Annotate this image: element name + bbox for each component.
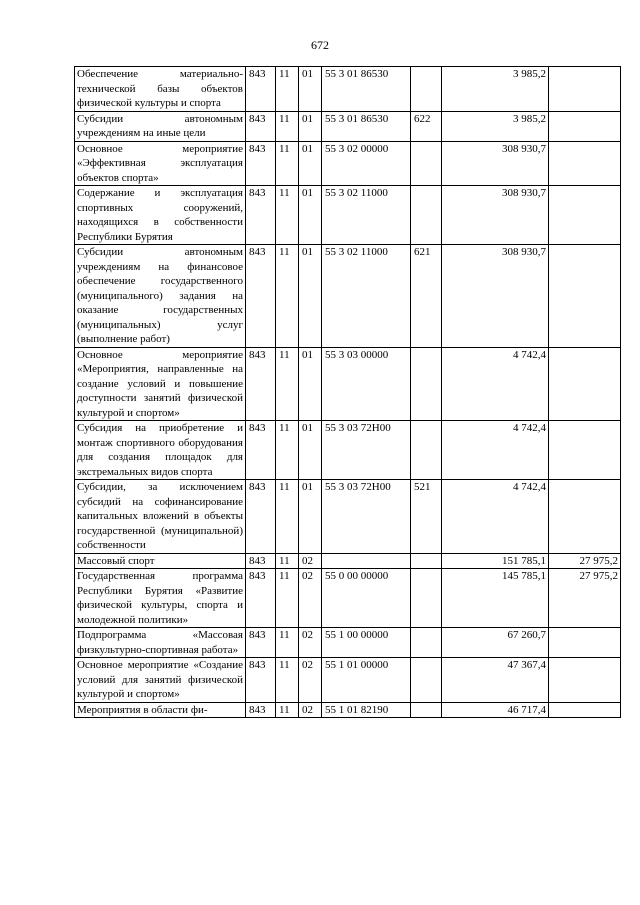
table-row xyxy=(75,141,621,186)
row-rz: 11 xyxy=(276,628,299,658)
row-ved: 843 xyxy=(246,421,276,480)
row-ved: 843 xyxy=(246,347,276,421)
row-vr xyxy=(411,141,442,186)
row-pr: 02 xyxy=(299,658,322,703)
row-ved: 843 xyxy=(246,553,276,569)
row-name: Государственная программа Республики Бурятия «Развитие физической культуры, спорта и молодежной политики» xyxy=(75,569,246,628)
row-rz: 11 xyxy=(276,67,299,112)
row-name: Субсидии, за исключением субсидий на софинансирование капитальных вложений в объекты государственной (муниципальной) собственности xyxy=(75,480,246,554)
row-rz: 11 xyxy=(276,186,299,245)
row-pr: 01 xyxy=(299,480,322,554)
row-pr: 01 xyxy=(299,186,322,245)
row-pr: 02 xyxy=(299,628,322,658)
row-csr: 55 3 01 86530 xyxy=(322,111,411,141)
row-sum1: 308 930,7 xyxy=(442,245,549,348)
row-name: Массовый спорт xyxy=(75,553,246,569)
row-sum1: 151 785,1 xyxy=(442,553,549,569)
row-csr: 55 3 02 00000 xyxy=(322,141,411,186)
row-ved: 843 xyxy=(246,186,276,245)
row-ved: 843 xyxy=(246,628,276,658)
row-sum2 xyxy=(549,658,621,703)
row-ved: 843 xyxy=(246,658,276,703)
row-sum2 xyxy=(549,702,621,718)
row-csr: 55 1 01 00000 xyxy=(322,658,411,703)
page-number: 672 xyxy=(311,38,329,52)
row-sum2 xyxy=(549,347,621,421)
row-vr xyxy=(411,347,442,421)
row-vr xyxy=(411,702,442,718)
row-csr: 55 3 02 11000 xyxy=(322,245,411,348)
row-csr: 55 3 03 72Н00 xyxy=(322,421,411,480)
row-rz: 11 xyxy=(276,553,299,569)
row-ved: 843 xyxy=(246,702,276,718)
row-sum1: 4 742,4 xyxy=(442,347,549,421)
table-row xyxy=(75,347,621,421)
row-ved: 843 xyxy=(246,245,276,348)
row-vr: 621 xyxy=(411,245,442,348)
row-name: Основное мероприятие «Эффективная эксплуатация объектов спорта» xyxy=(75,141,246,186)
row-csr xyxy=(322,553,411,569)
table-row xyxy=(75,421,621,480)
row-sum2 xyxy=(549,67,621,112)
row-vr xyxy=(411,553,442,569)
row-rz: 11 xyxy=(276,658,299,703)
row-vr xyxy=(411,186,442,245)
table-row xyxy=(75,67,621,112)
table-row xyxy=(75,111,621,141)
row-vr xyxy=(411,569,442,628)
row-name: Содержание и эксплуатация спортивных сооружений, находящихся в собственности Республики Бурятия xyxy=(75,186,246,245)
row-name: Мероприятия в области фи- xyxy=(75,702,246,718)
row-rz: 11 xyxy=(276,702,299,718)
row-name: Основное мероприятие «Мероприятия, направленные на создание условий и повышение доступности занятий физической культурой и спортом» xyxy=(75,347,246,421)
table-row xyxy=(75,480,621,554)
row-csr: 55 3 02 11000 xyxy=(322,186,411,245)
row-sum1: 308 930,7 xyxy=(442,186,549,245)
row-pr: 01 xyxy=(299,141,322,186)
table-row xyxy=(75,569,621,628)
row-name: Субсидии автономным учреждениям на иные цели xyxy=(75,111,246,141)
row-sum2 xyxy=(549,111,621,141)
row-sum1: 47 367,4 xyxy=(442,658,549,703)
table-row xyxy=(75,186,621,245)
row-sum2 xyxy=(549,628,621,658)
row-sum1: 67 260,7 xyxy=(442,628,549,658)
row-pr: 02 xyxy=(299,702,322,718)
row-ved: 843 xyxy=(246,480,276,554)
row-vr xyxy=(411,658,442,703)
table-row xyxy=(75,658,621,703)
row-csr: 55 3 03 00000 xyxy=(322,347,411,421)
row-pr: 02 xyxy=(299,569,322,628)
row-ved: 843 xyxy=(246,569,276,628)
row-ved: 843 xyxy=(246,141,276,186)
row-pr: 01 xyxy=(299,347,322,421)
row-sum2 xyxy=(549,245,621,348)
row-name: Подпрограмма «Массовая физкультурно-спортивная работа» xyxy=(75,628,246,658)
row-pr: 01 xyxy=(299,111,322,141)
row-pr: 01 xyxy=(299,421,322,480)
row-rz: 11 xyxy=(276,141,299,186)
row-sum1: 3 985,2 xyxy=(442,67,549,112)
row-rz: 11 xyxy=(276,421,299,480)
row-sum2 xyxy=(549,480,621,554)
row-csr: 55 1 01 82190 xyxy=(322,702,411,718)
row-rz: 11 xyxy=(276,569,299,628)
row-rz: 11 xyxy=(276,111,299,141)
table-row xyxy=(75,553,621,569)
row-sum2 xyxy=(549,186,621,245)
table-row xyxy=(75,702,621,718)
row-vr: 622 xyxy=(411,111,442,141)
row-rz: 11 xyxy=(276,347,299,421)
row-name: Субсидия на приобретение и монтаж спортивного оборудования для создания площадок для экстремальных видов спорта xyxy=(75,421,246,480)
row-pr: 02 xyxy=(299,553,322,569)
row-sum1: 3 985,2 xyxy=(442,111,549,141)
row-csr: 55 3 03 72Н00 xyxy=(322,480,411,554)
row-csr: 55 3 01 86530 xyxy=(322,67,411,112)
row-rz: 11 xyxy=(276,245,299,348)
row-sum1: 46 717,4 xyxy=(442,702,549,718)
row-pr: 01 xyxy=(299,245,322,348)
row-name: Субсидии автономным учреждениям на финансовое обеспечение государственного (муниципального) задания на оказание государственных (муниципальных) услуг (выполнение работ) xyxy=(75,245,246,348)
row-name: Основное мероприятие «Создание условий для занятий физической культурой и спортом» xyxy=(75,658,246,703)
table-row xyxy=(75,628,621,658)
row-csr: 55 0 00 00000 xyxy=(322,569,411,628)
table-row xyxy=(75,245,621,348)
row-vr xyxy=(411,67,442,112)
row-sum1: 308 930,7 xyxy=(442,141,549,186)
row-sum2: 27 975,2 xyxy=(549,553,621,569)
row-vr: 521 xyxy=(411,480,442,554)
row-sum2: 27 975,2 xyxy=(549,569,621,628)
row-vr xyxy=(411,628,442,658)
budget-table xyxy=(74,66,621,718)
row-sum1: 4 742,4 xyxy=(442,421,549,480)
budget-table-body xyxy=(75,67,621,718)
row-sum1: 145 785,1 xyxy=(442,569,549,628)
row-csr: 55 1 00 00000 xyxy=(322,628,411,658)
row-vr xyxy=(411,421,442,480)
row-rz: 11 xyxy=(276,480,299,554)
row-sum2 xyxy=(549,141,621,186)
row-sum1: 4 742,4 xyxy=(442,480,549,554)
row-ved: 843 xyxy=(246,67,276,112)
row-ved: 843 xyxy=(246,111,276,141)
row-pr: 01 xyxy=(299,67,322,112)
row-sum2 xyxy=(549,421,621,480)
row-name: Обеспечение материально-технической базы объектов физической культуры и спорта xyxy=(75,67,246,112)
